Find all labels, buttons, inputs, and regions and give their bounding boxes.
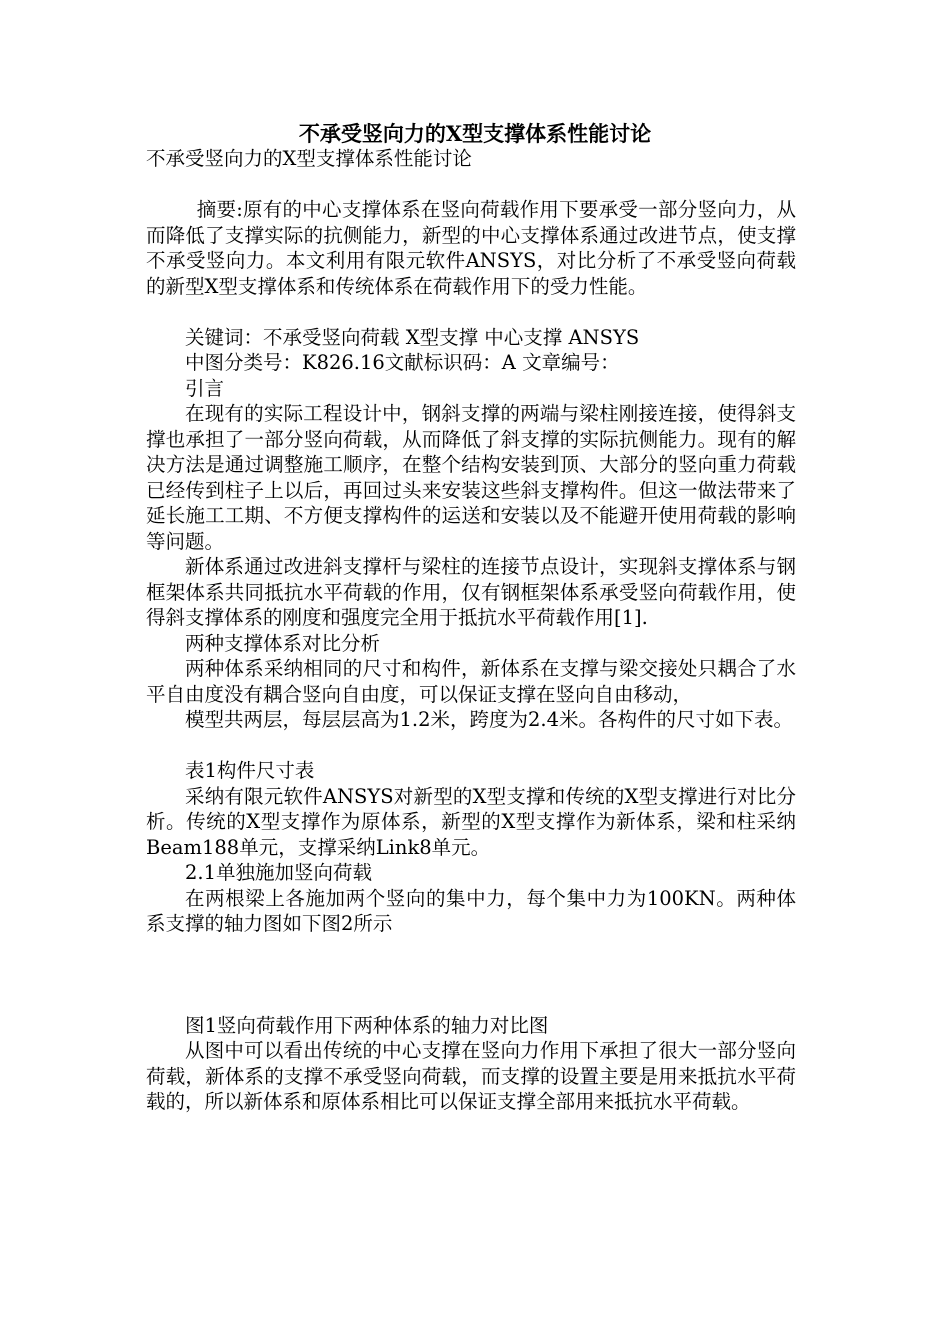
document-subtitle: 不承受竖向力的X型支撑体系性能讨论 [146, 147, 472, 170]
table-1-caption: 表1构件尺寸表 [185, 759, 315, 782]
figure-placeholder [146, 937, 796, 1013]
paragraph-5: 采纳有限元软件ANSYS对新型的X型支撑和传统的X型支撑进行对比分析。传统的X型支撑作为原体系，新型的X型支撑作为新体系，梁和柱采纳Beam188单元，支撑采纳Link8单元。 [146, 784, 796, 859]
paragraph-2: 新体系通过改进斜支撑杆与梁柱的连接节点设计，实现斜支撑体系与钢框架体系共同抵抗水平荷载的作用，仅有钢框架体系承受竖向荷载作用，使得斜支撑体系的刚度和强度完全用于抵抗水平荷载作用[1]. [146, 555, 796, 629]
paragraph-1: 在现有的实际工程设计中，钢斜支撑的两端与梁柱刚接连接，使得斜支撑也承担了一部分竖向荷载，从而降低了斜支撑的实际抗侧能力。现有的解决方法是通过调整施工顺序，在整个结构安装到顶、大部分的竖向重力荷载已经传到柱子上以后，再回过头来安装这些斜支撑构件。但这一做法带来了延长施工工期、不方便支撑构件的运送和安装以及不能避开使用荷载的影响等问题。 [146, 402, 796, 553]
keywords-line: 关键词：不承受竖向荷载 X型支撑 中心支撑 ANSYS [185, 325, 640, 349]
document-body [146, 146, 796, 1115]
paragraph-6: 在两根梁上各施加两个竖向的集中力，每个集中力为100KN。两种体系支撑的轴力图如下图2所示 [146, 886, 796, 935]
spacer [146, 172, 796, 198]
abstract-paragraph: 摘要:原有的中心支撑体系在竖向荷载作用下要承受一部分竖向力，从而降低了支撑实际的抗侧能力，新型的中心支撑体系通过改进节点，使支撑不承受竖向力。本文利用有限元软件ANSYS，对比分析了不承受竖向荷载的新型X型支撑体系和传统体系在荷载作用下的受力性能。 [146, 198, 796, 298]
classification-line: 中图分类号：K826.16文献标识码：A 文章编号： [185, 351, 620, 374]
figure-1-caption: 图1竖向荷载作用下两种体系的轴力对比图 [185, 1013, 549, 1037]
spacer [146, 733, 796, 759]
paragraph-3: 两种体系采纳相同的尺寸和构件，新体系在支撑与梁交接处只耦合了水平自由度没有耦合竖向自由度，可以保证支撑在竖向自由移动， [146, 657, 796, 706]
document-title: 不承受竖向力的X型支撑体系性能讨论 [298, 121, 652, 146]
section-2-heading: 2.1单独施加竖向荷载 [185, 861, 373, 884]
intro-heading: 引言 [185, 376, 225, 400]
paragraph-4: 模型共两层，每层层高为1.2米，跨度为2.4米。各构件的尺寸如下表。 [185, 708, 794, 731]
paragraph-7: 从图中可以看出传统的中心支撑在竖向力作用下承担了很大一部分竖向荷载，新体系的支撑不承受竖向荷载，而支撑的设置主要是用来抵抗水平荷载的，所以新体系和原体系相比可以保证支撑全部用来抵抗水平荷载。 [146, 1039, 796, 1113]
section-1-heading: 两种支撑体系对比分析 [185, 631, 381, 655]
spacer [146, 299, 796, 325]
